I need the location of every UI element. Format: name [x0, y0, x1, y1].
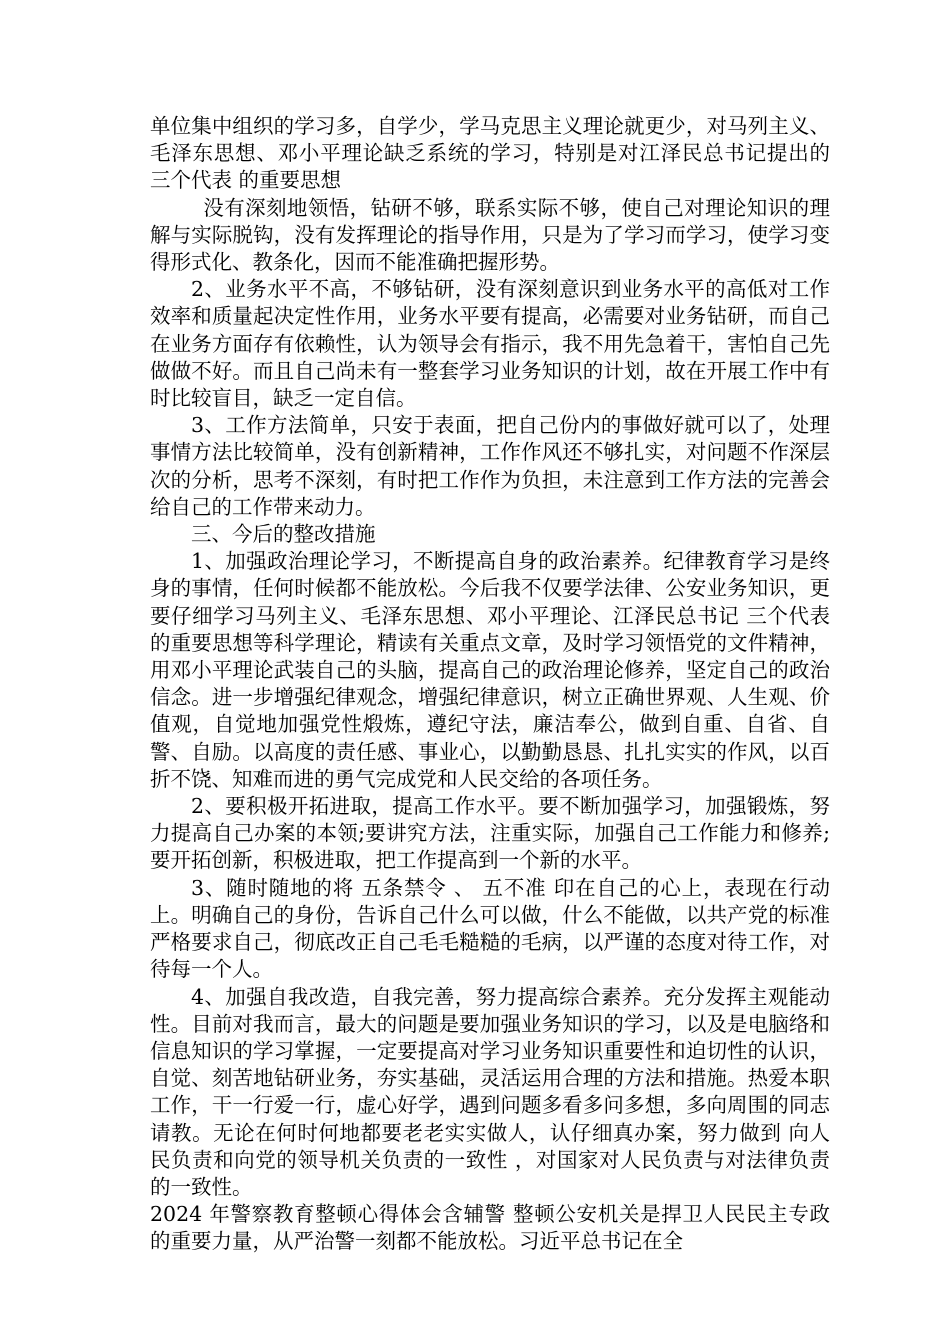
paragraph-continued: 单位集中组织的学习多，自学少，学马克思主义理论就更少，对马列主义、毛泽东思想、邓小平理论缺乏系统的学习，特别是对江泽民总书记提出的 三个代表 的重要思想: [150, 114, 830, 193]
paragraph-next-article: 2024 年警察教育整顿心得体会含辅警 整顿公安机关是捍卫人民民主专政的重要力量，从严治警一刻都不能放松。习近平总书记在全: [150, 1202, 830, 1254]
document-body: [150, 113, 830, 1256]
paragraph-problem-3: 3、工作方法简单，只安于表面，把自己份内的事做好就可以了，处理事情方法比较简单，没有创新精神，工作作风还不够扎实，对问题不作深层次的分析，思考不深刻，有时把工作作为负担，未注意到工作方法的完善会给自己的工作带来动力。: [150, 413, 830, 519]
paragraph-measure-3: 3、随时随地的将 五条禁令 、 五不准 印在自己的心上，表现在行动上。明确自己的身份，告诉自己什么可以做，什么不能做，以共产党的标准严格要求自己，彻底改正自己毛毛糙糙的毛病，以严谨的态度对待工作，对待每一个人。: [150, 875, 830, 982]
paragraph-understanding: 没有深刻地领悟，钻研不够，联系实际不够，使自己对理论知识的理解与实际脱钩，没有发挥理论的指导作用，只是为了学习而学习，使学习变得形式化、教条化，因而不能准确把握形势。: [150, 195, 830, 275]
paragraph-measure-1: 1、加强政治理论学习，不断提高自身的政治素养。纪律教育学习是终身的事情，任何时候都不能放松。今后我不仅要学法律、公安业务知识，更要仔细学习马列主义、毛泽东思想、邓小平理论、江泽民总书记 三个代表 的重要思想等科学理论，精读有关重点文章，及时学习领悟党的文件精神，用邓小平理论武装自己的头脑，提高自己的政治理论修养，坚定自己的政治信念。进一步增强纪律观念，增强纪律意识，树立正确世界观、人生观、价值观，自觉地加强党性煅炼，遵纪守法，廉洁奉公，做到自重、自省、自警、自励。以高度的责任感、事业心，以勤勤恳恳、扎扎实实的作风，以百折不饶、知难而进的勇气完成党和人民交给的各项任务。: [150, 549, 830, 791]
paragraph-problem-2: 2、业务水平不高，不够钻研，没有深刻意识到业务水平的高低对工作效率和质量起决定性作用，业务水平要有提高，必需要对业务钻研，而自己在业务方面存有依赖性，认为领导会有指示，我不用先急着干，害怕自己先做做不好。而且自己尚未有一整套学习业务知识的计划，故在开展工作中有时比较盲目，缺乏一定自信。: [150, 277, 830, 411]
paragraph-measure-2: 2、要积极开拓进取，提高工作水平。要不断加强学习，加强锻炼，努力提高自己办案的本领;要讲究方法，注重实际，加强自己工作能力和修养;要开拓创新，积极进取，把工作提高到一个新的水平。: [150, 794, 830, 873]
section-heading-measures: 三、今后的整改措施: [191, 522, 376, 547]
paragraph-measure-4: 4、加强自我改造，自我完善，努力提高综合素养。充分发挥主观能动性。目前对我而言，最大的问题是要加强业务知识的学习，以及是电脑络和信息知识的学习掌握，一定要提高对学习业务知识重要性和迫切性的认识，自觉、刻苦地钻研业务，夯实基础，灵活运用合理的方法和措施。热爱本职工作，干一行爱一行，虚心好学，遇到问题多看多问多想，多向周围的同志请教。无论在何时何地都要老老实实做人，认仔细真办案，努力做到 向人民负责和向党的领导机关负责的一致性 ，对国家对人民负责与对法律负责的一致性。: [150, 984, 830, 1199]
